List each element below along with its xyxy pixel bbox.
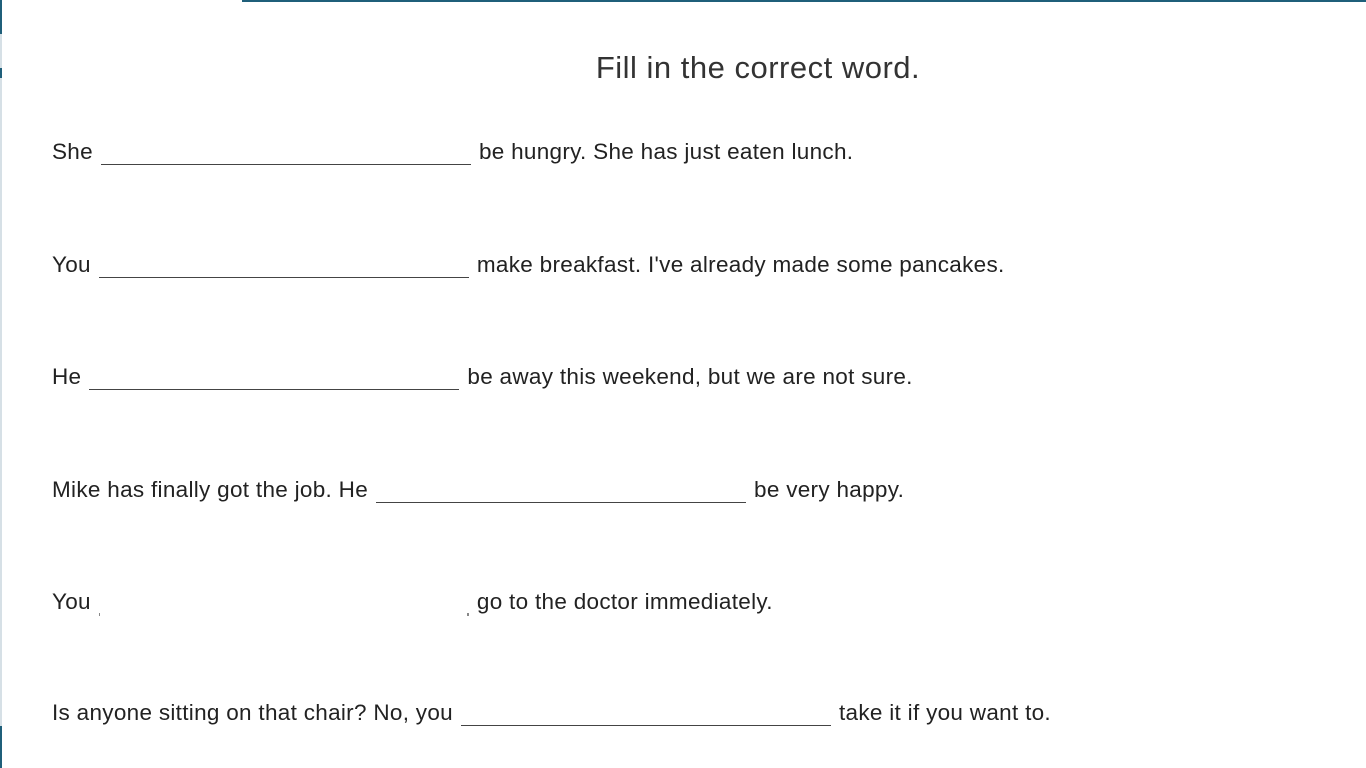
question-4-after: be very happy.: [754, 477, 905, 502]
question-3-before: He: [52, 364, 82, 389]
question-6-after: take it if you want to.: [838, 700, 1051, 725]
question-4-blank[interactable]: [376, 478, 746, 503]
question-4-before: Mike has finally got the job. He: [52, 477, 369, 502]
left-border-accent-bottom: [0, 726, 2, 768]
question-1-after: be hungry. She has just eaten lunch.: [478, 139, 854, 164]
question-3-after: be away this weekend, but we are not sure.: [467, 364, 913, 389]
question-3: [52, 359, 913, 390]
question-5: [52, 584, 773, 615]
question-4: [52, 472, 904, 503]
question-6-blank[interactable]: [461, 701, 831, 726]
left-border-accent-top: [0, 0, 2, 34]
left-border-line: [0, 0, 2, 768]
question-2-after: make breakfast. I've already made some pancakes.: [476, 252, 1005, 277]
top-border-line: [242, 0, 1366, 2]
question-6: [52, 695, 1051, 726]
question-5-blank[interactable]: [99, 590, 469, 615]
question-1-blank[interactable]: [101, 140, 471, 165]
question-6-before: Is anyone sitting on that chair? No, you: [52, 700, 453, 725]
question-5-after: go to the doctor immediately.: [476, 589, 773, 614]
question-5-before: You: [52, 589, 91, 614]
worksheet-title: Fill in the correct word.: [595, 50, 921, 85]
question-2: [52, 247, 1005, 278]
question-2-before: You: [52, 252, 91, 277]
question-1: [52, 134, 853, 165]
question-2-blank[interactable]: [99, 253, 469, 278]
question-3-blank[interactable]: [89, 365, 459, 390]
question-1-before: She: [52, 139, 93, 164]
